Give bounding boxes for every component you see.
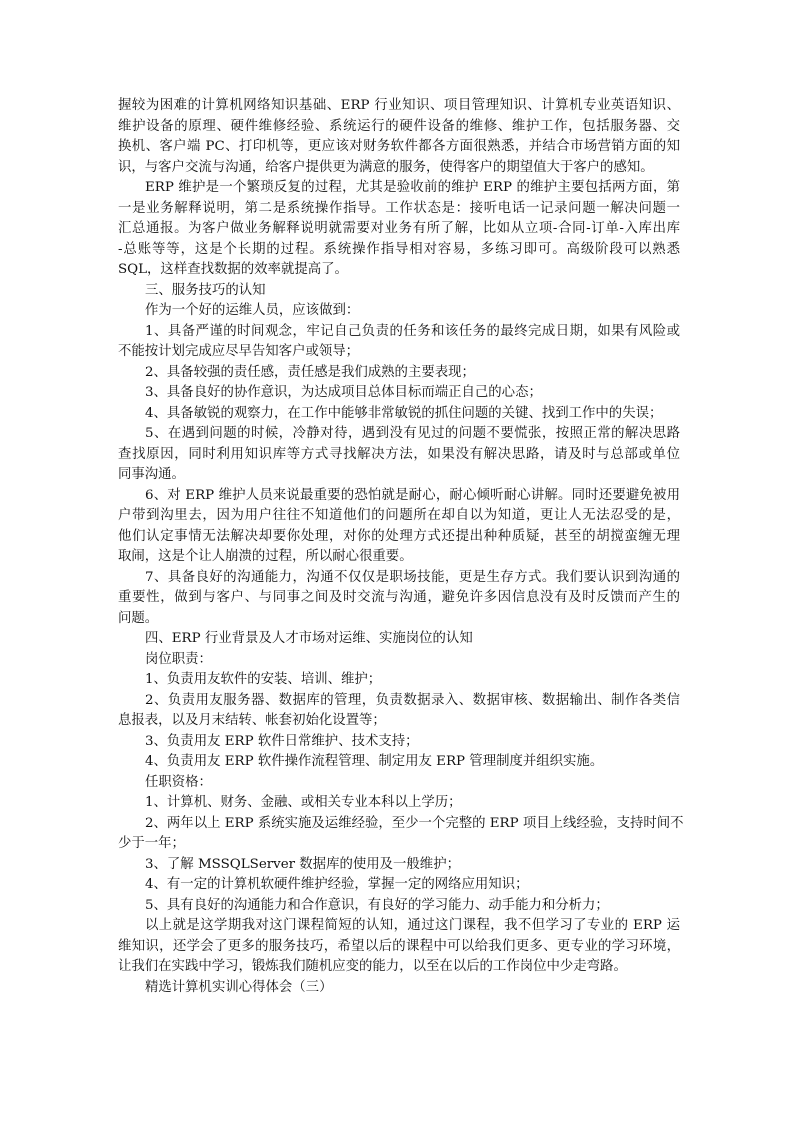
- text-line: ERP 维护是一个繁琐反复的过程，尤其是验收前的维护 ERP 的维护主要包括两方面，第: [145, 180, 680, 195]
- text-line: 2、具备较强的责任感，责任感是我们成熟的主要表现；: [145, 364, 475, 380]
- text-line: 查找原因，同时利用知识库等方式寻找解决方法，如果没有解决思路，请及时与总部或单位: [118, 446, 680, 462]
- text-line: 7、具备良好的沟通能力，沟通不仅仅是职场技能，更是生存方式。我们要认识到沟通的: [145, 569, 680, 585]
- text-line: 作为一个好的运维人员，应该做到：: [145, 303, 360, 318]
- text-line: 他们认定事情无法解决却要你处理，对你的处理方式还提出种种质疑，甚至的胡搅蛮缠无理: [118, 528, 680, 544]
- text-line: 重要性，做到与客户、与同事之间及时交流与沟通，避免许多因信息没有及时反馈而产生的: [118, 590, 680, 605]
- text-line: 三、服务技巧的认知: [145, 282, 266, 298]
- text-line: 4、负责用友 ERP 软件操作流程管理、制定用友 ERP 管理制度并组织实施。: [145, 754, 604, 769]
- text-line: 维知识，还学会了更多的服务技巧，希望以后的课程中可以给我们更多、更专业的学习环境，: [118, 938, 680, 954]
- text-line: 户带到沟里去，因为用户往往不知道他们的问题所在却自以为知道，更让人无法忍受的是，: [118, 508, 680, 523]
- text-line: 汇总通报。为客户做业务解释说明就需要对业务有所了解，比如从立项-合同-订单-入库出库: [118, 221, 680, 236]
- text-line: 不能按计划完成应尽早告知客户或领导；: [118, 344, 360, 359]
- text-line: SQL，这样查找数据的效率就提高了。: [118, 262, 348, 277]
- text-line: 让我们在实践中学习，锻炼我们随机应变的能力，以至在以后的工作岗位中少走弯路。: [118, 959, 627, 974]
- text-line: 1、具备严谨的时间观念，牢记自己负责的任务和该任务的最终完成日期，如果有风险或: [145, 323, 680, 339]
- text-line: 以上就是这学期我对这门课程简短的认知，通过这门课程，我不但学习了专业的 ERP 运: [145, 918, 680, 933]
- text-line: 3、负责用友 ERP 软件日常维护、技术支持；: [145, 733, 419, 749]
- text-line: 4、具备敏锐的观察力，在工作中能够非常敏锐的抓住问题的关键、找到工作中的失误；: [145, 405, 663, 421]
- text-line: 4、有一定的计算机软硬件维护经验，掌握一定的网络应用知识；: [145, 877, 529, 892]
- text-line: 1、负责用友软件的安装、培训、维护；: [145, 672, 382, 687]
- text-line: 岗位职责：: [145, 651, 212, 667]
- text-line: 取闹，这是个让人崩溃的过程，所以耐心很重要。: [118, 549, 413, 564]
- text-line: 2、负责用友服务器、数据库的管理，负责数据录入、数据审核、数据输出、制作各类信: [145, 692, 680, 708]
- text-line: 问题。: [118, 610, 159, 626]
- text-line: 3、具备良好的协作意识，为达成项目总体目标而端正自己的心态；: [145, 385, 542, 400]
- text-line: 5、具有良好的沟通能力和合作意识，有良好的学习能力、动手能力和分析力；: [145, 897, 609, 913]
- text-line: 少于一年；: [118, 836, 185, 851]
- text-line: 维护设备的原理、硬件维修经验、系统运行的硬件设备的维修、维护工作，包括服务器、交: [118, 118, 680, 134]
- text-line: 6、对 ERP 维护人员来说最重要的恐怕就是耐心，耐心倾听耐心讲解。同时还要避免被用: [145, 487, 680, 503]
- text-line: 息报表，以及月末结转、帐套初始化设置等；: [118, 713, 386, 728]
- text-line: -总账等等，这是个长期的过程。系统操作指导相对容易，多练习即可。高级阶段可以熟悉: [118, 241, 680, 257]
- text-line: 握较为困难的计算机网络知识基础、ERP 行业知识、项目管理知识、计算机专业英语知识、: [118, 98, 680, 113]
- document-page: [118, 96, 684, 998]
- text-line: 5、在遇到问题的时候，冷静对待，遇到没有见过的问题不要慌张，按照正常的解决思路: [145, 426, 680, 441]
- text-line: 识，与客户交流与沟通，给客户提供更为满意的服务，使得客户的期望值大于客户的感知。: [118, 159, 654, 175]
- text-line: 精选计算机实训心得体会（三）: [145, 979, 333, 995]
- text-line: 任职资格：: [145, 774, 212, 790]
- text-line: 1、计算机、财务、金融、或相关专业本科以上学历；: [145, 795, 462, 810]
- text-line: 2、两年以上 ERP 系统实施及运维经验，至少一个完整的 ERP 项目上线经验，支持时间不: [145, 815, 684, 831]
- text-line: 3、了解 MSSQLServer 数据库的使用及一般维护；: [145, 856, 460, 872]
- text-line: 四、ERP 行业背景及人才市场对运维、实施岗位的认知: [145, 631, 473, 646]
- text-line: 同事沟通。: [118, 467, 185, 482]
- text-line: 换机、客户端 PC、打印机等，更应该对财务软件都各方面很熟悉，并结合市场营销方面的知: [118, 139, 680, 154]
- text-line: 一是业务解释说明，第二是系统操作指导。工作状态是：接听电话一记录问题一解决问题一: [118, 200, 680, 216]
